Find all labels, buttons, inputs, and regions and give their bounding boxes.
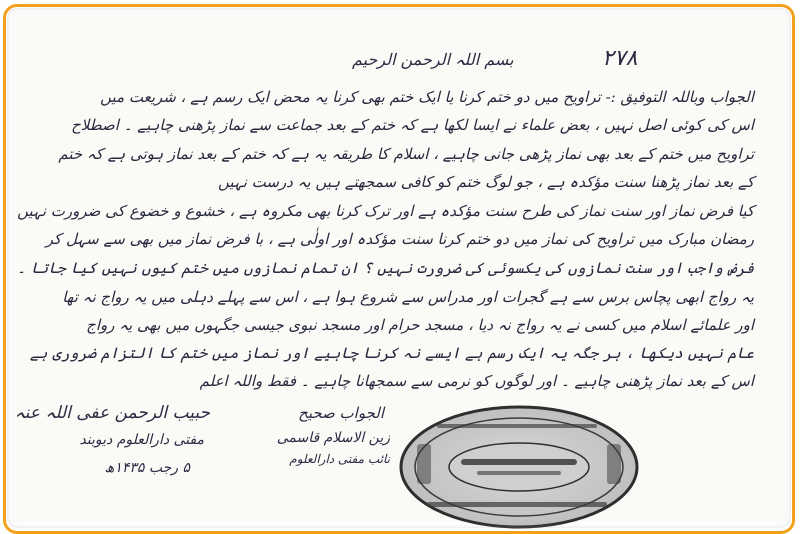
endorsement-heading: الجواب صحیح xyxy=(298,404,384,422)
text-line-2: اس کی کوئی اصل نہیں ، بعض علماء نے ایسا لکھا ہے کہ ختم کے بعد جماعت سے نماز پڑھنی چاہیے ۔ اصطلاح xyxy=(71,116,754,134)
signature-date: ۵ رجب ۱۴۳۵ھ xyxy=(104,460,190,476)
text-line-4: کے بعد نماز پڑھنا سنت مؤکدہ ہے ، جو لوگ ختم کو کافی سمجھتے ہیں یہ درست نہیں xyxy=(217,173,754,191)
text-line-1: الجواب وباللہ التوفیق :- تراویح میں دو ختم کرنا یا ایک ختم بھی کرنا یہ محض ایک رسم ہے ، شریعت میں xyxy=(100,88,754,106)
bismillah-heading: بسم اللہ الرحمن الرحیم xyxy=(352,50,514,69)
signature-title: مفتی دارالعلوم دیوبند xyxy=(79,432,204,448)
text-line-11: اس کے بعد نماز پڑھنی چاہیے ۔ اور لوگوں کو نرمی سے سمجھانا چاہیے ۔ فقط واللہ اعلم xyxy=(199,372,754,390)
signature-name: حبیب الرحمن عفی اللہ عنہ xyxy=(14,403,210,423)
text-line-6: رمضان مبارک میں تراویح کی نماز میں دو ختم کرنا سنت مؤکدہ اور اولٰی ہے ، با فرض نماز میں بھی سے سہل کر xyxy=(45,230,754,248)
text-line-3: تراویح میں ختم کے بعد بھی نماز پڑھی جانی چاہیے ، اسلام کا طریقہ یہ ہے کہ ختم کے بعد نماز ہوتی ہے کہ ختم xyxy=(58,145,754,163)
endorsement-name: زین الاسلام قاسمی xyxy=(276,430,390,446)
text-line-8: یہ رواج ابھی پچاس برس سے ہے گجرات اور مدراس سے شروع ہوا ہے ، اس سے پہلے دہلی میں یہ رواج نہ تھا xyxy=(62,288,754,306)
text-line-5: کیا فرض نماز اور سنت نماز کی طرح سنت مؤکدہ ہے اور ترک کرنا بھی مکروہ ہے ، خشوع و خضوع کی ضرورت نہیں xyxy=(17,202,754,220)
page-frame-border xyxy=(3,4,795,534)
text-line-10: عام نہیں دیکھا ، ہر جگہ یہ ایک رسم ہے ایسے نہ کرنا چاہیے اور نماز میں ختم کا التزام ضروری ہے xyxy=(29,344,754,362)
text-line-9: اور علمائے اسلام میں کسی نے یہ رواج نہ دیا ، مسجد حرام اور مسجد نبوی جیسی جگہوں میں بھی یہ رواج xyxy=(86,316,754,334)
text-line-7: فرض واجب اور سنت نمازوں کی یکسوئی کی ضرورت نہیں ؟ ان تمام نمازوں میں ختم کیوں نہیں کیا جاتا ۔ xyxy=(17,259,754,277)
endorsement-title: نائب مفتی دارالعلوم xyxy=(289,452,390,466)
reference-number: ٢٧٨ xyxy=(602,46,638,71)
